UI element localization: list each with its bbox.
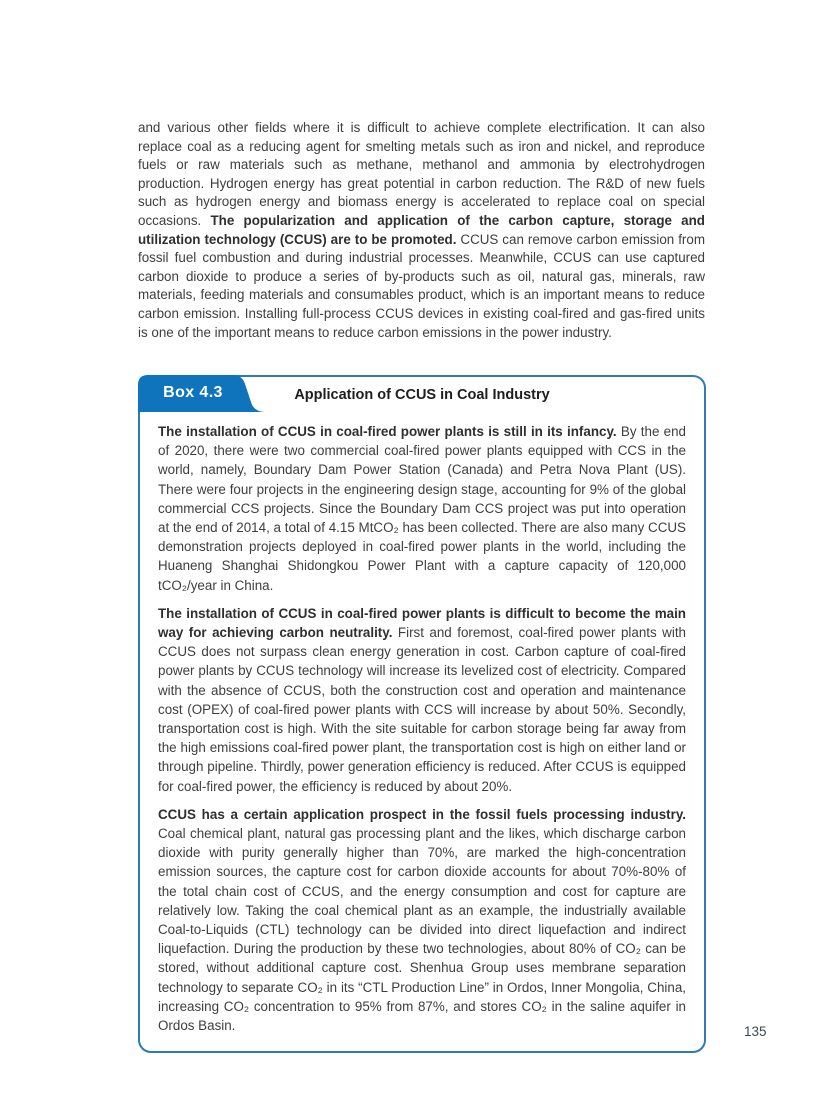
paragraph-body: First and foremost, coal-fired power plants with CCUS does not surpass clean energy generation in cost. Carbon capture of coal-fired power plants by CCUS technology will increase its levelized cost of electricity. Compared with the absence of CCUS, both the construction cost and operation and maintenance cost (OPEX) of coal-fired power plants with CCS will increase by about 50%. Secondly, transportation cost is high. With the site suitable for carbon storage being far away from the high emissions coal-fired power plant, the transportation cost is high on either land or through pipeline. Thirdly, power generation efficiency is reduced. After CCUS is equipped for coal-fired power, the efficiency is reduced by about 20%. bbox=[158, 625, 686, 794]
paragraph-lead: The installation of CCUS in coal-fired power plants is still in its infancy. bbox=[158, 424, 617, 439]
box-title: Application of CCUS in Coal Industry bbox=[294, 387, 550, 403]
callout-box bbox=[138, 375, 706, 1053]
intro-paragraph bbox=[138, 119, 705, 342]
page-number: 135 bbox=[744, 1024, 767, 1039]
box-label-tab bbox=[138, 375, 269, 412]
box-paragraph bbox=[158, 422, 686, 595]
paragraph-body: Coal chemical plant, natural gas processing plant and the likes, which discharge carbon dioxide with purity generally higher than 70%, are marked the high-concentration emission sources, the capture cost for carbon dioxide accounts for about 70%-80% of the total chain cost of CCUS, and the energy consumption and cost for capture are relatively low. Taking the coal chemical plant as an example, the industrially available Coal-to-Liquids (CTL) technology can be divided into direct liquefaction and indirect liquefaction. During the production by these two technologies, about 80% of CO₂ can be stored, without additional capture cost. Shenhua Group uses membrane separation technology to separate CO₂ in its “CTL Production Line” in Ordos, Inner Mongolia, China, increasing CO₂ concentration to 95% from 87%, and stores CO₂ in the saline aquifer in Ordos Basin. bbox=[158, 826, 686, 1034]
intro-text-part2: CCUS can remove carbon emission from fossil fuel combustion and during industrial processes. Meanwhile, CCUS can use captured carbon dioxide to produce a series of by-products such as oil, natural gas, minerals, raw materials, feeding materials and consumables product, which is an important means to reduce carbon emission. Installing full-process CCUS devices in existing coal-fired and gas-fired units is one of the important means to reduce carbon emissions in the power industry. bbox=[138, 231, 705, 340]
paragraph-lead: The installation of CCUS in coal-fired power plants is difficult to become the main way for achieving carbon neutrality. bbox=[158, 605, 686, 641]
intro-text-part1: and various other fields where it is difficult to achieve complete electrification. It can also replace coal as a reducing agent for smelting metals such as iron and nickel, and reproduce fuels or raw materials such as methane, methanol and ammonia by electrohydrogen production. Hydrogen energy has great potential in carbon reduction. The R&D of new fuels such as hydrogen energy and biomass energy is accelerated to replace coal on special occasions. bbox=[138, 120, 705, 228]
box-label: Box 4.3 bbox=[163, 384, 223, 401]
box-paragraph bbox=[158, 805, 686, 1035]
callout-box-header bbox=[140, 377, 704, 411]
paragraph-lead: CCUS has a certain application prospect in the fossil fuels processing industry. bbox=[158, 806, 686, 822]
paragraph-body: By the end of 2020, there were two commercial coal-fired power plants equipped with CCS in the world, namely, Boundary Dam Power Station (Canada) and Petra Nova Plant (US). There were four projects in the engineering design stage, accounting for 9% of the global commercial CCS projects. Since the Boundary Dam CCS project was put into operation at the end of 2014, a total of 4.15 MtCO₂ has been collected. There are also many CCUS demonstration projects deployed in coal-fired power plants in the world, including the Huaneng Shanghai Shidongkou Power Plant with a capture capacity of 120,000 tCO₂/year in China. bbox=[158, 424, 686, 593]
box-paragraph bbox=[158, 604, 686, 796]
intro-text-bold: The popularization and application of the carbon capture, storage and utilization technology (CCUS) are to be promoted. bbox=[138, 212, 705, 247]
callout-box-body bbox=[140, 411, 704, 1051]
